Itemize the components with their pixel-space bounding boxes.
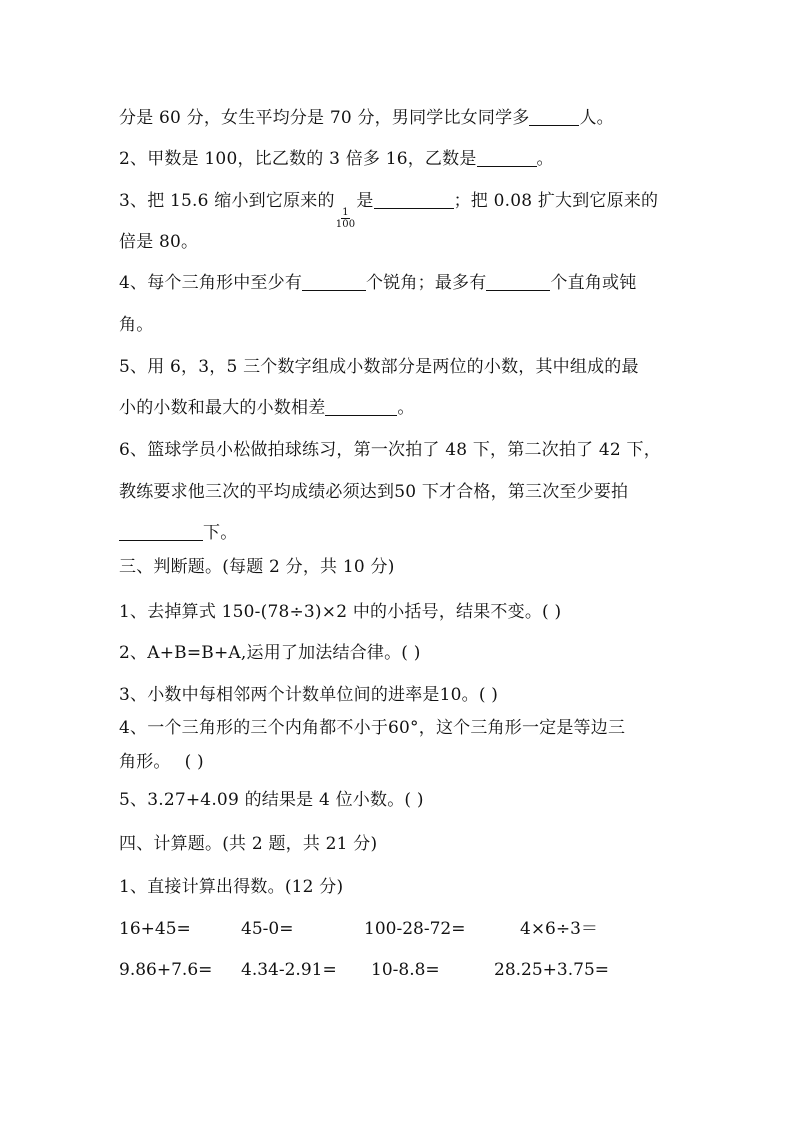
question-3-line-2: 倍是 80。 <box>119 232 199 252</box>
question-5-line-2 <box>119 397 415 419</box>
judge-answer-5[interactable]: ( ) <box>404 790 424 810</box>
q5-suffix: 。 <box>397 398 415 418</box>
judge-item-3 <box>119 684 498 706</box>
q2-text: 2、甲数是 100，比乙数的 3 倍多 16，乙数是 <box>119 149 477 169</box>
fraction-numerator: 1 <box>342 207 349 218</box>
judge-item-1 <box>119 601 561 623</box>
question-5: 5、用 6，3，5 三个数字组成小数部分是两位的小数，其中组成的最 <box>119 357 639 377</box>
q1-continuation <box>119 107 614 129</box>
judge-item-2-text: 2、A+B=B+A,运用了加法结合律。 <box>119 643 402 663</box>
question-3 <box>119 190 658 230</box>
q4-text-c: 个直角或钝 <box>550 273 637 293</box>
q2-suffix: 。 <box>536 149 554 169</box>
calc-item: 45-0= <box>241 919 294 939</box>
q4-text-b: 个锐角；最多有 <box>366 273 487 293</box>
question-6-line-2: 教练要求他三次的平均成绩必须达到50 下才合格，第三次至少要拍 <box>119 482 629 502</box>
judge-item-5-text: 5、3.27+4.09 的结果是 4 位小数。 <box>119 790 405 810</box>
question-6-line-3 <box>119 522 237 544</box>
q5-text: 小的小数和最大的小数相差 <box>119 398 326 418</box>
answer-blank-1[interactable] <box>529 108 579 126</box>
fraction-denominator: 100 <box>335 219 356 230</box>
calc-item: 28.25+3.75= <box>494 960 610 980</box>
q4-text: 4、每个三角形中至少有 <box>119 273 303 293</box>
q1-text: 分是 60 分，女生平均分是 70 分，男同学比女同学多 <box>119 108 530 128</box>
calc-item: 9.86+7.6= <box>119 960 213 980</box>
calc-sub-1-title: 1、直接计算出得数。(12 分) <box>119 877 344 897</box>
calc-item: 10-8.8= <box>371 960 440 980</box>
section-3-title: 三、判断题。(每题 2 分，共 10 分) <box>119 557 395 577</box>
judge-item-4: 4、一个三角形的三个内角都不小于60°，这个三角形一定是等边三 <box>119 718 626 738</box>
answer-blank-5[interactable] <box>325 398 397 416</box>
answer-blank-2[interactable] <box>477 149 537 167</box>
q6-suffix: 下。 <box>203 523 238 543</box>
answer-blank-4a[interactable] <box>302 273 366 291</box>
calc-item: 4.34-2.91= <box>241 960 337 980</box>
judge-answer-1[interactable]: ( ) <box>542 602 562 622</box>
question-2 <box>119 148 554 170</box>
judge-item-4-text2: 角形。 <box>119 752 171 772</box>
answer-blank-3[interactable] <box>374 191 454 209</box>
answer-blank-4b[interactable] <box>486 273 550 291</box>
judge-item-1-text: 1、去掉算式 150-(78÷3)×2 中的小括号，结果不变。 <box>119 602 543 622</box>
question-4 <box>119 272 636 294</box>
calc-item: 4×6÷3＝ <box>520 919 598 939</box>
judge-answer-4[interactable]: ( ) <box>184 752 204 772</box>
q3-text-c: ；把 0.08 扩大到它原来的 <box>453 191 659 211</box>
judge-item-3-text: 3、小数中每相邻两个计数单位间的进率是10。 <box>119 685 479 705</box>
question-4-line-2: 角。 <box>119 315 154 335</box>
answer-blank-6[interactable] <box>119 523 203 541</box>
judge-item-4-line-2 <box>119 751 204 773</box>
judge-item-2 <box>119 642 421 664</box>
q1-suffix: 人。 <box>579 108 614 128</box>
judge-answer-2[interactable]: ( ) <box>401 643 421 663</box>
fraction-one-hundredth <box>336 207 356 230</box>
judge-answer-3[interactable]: ( ) <box>478 685 499 705</box>
calc-item: 16+45= <box>119 919 191 939</box>
question-6: 6、篮球学员小松做拍球练习，第一次拍了 48 下，第二次拍了 42 下， <box>119 440 661 460</box>
calc-item: 100-28-72= <box>364 919 466 939</box>
judge-item-5 <box>119 789 424 811</box>
section-4-title: 四、计算题。(共 2 题，共 21 分) <box>119 834 378 854</box>
q3-text-b: 是 <box>356 191 374 211</box>
q3-text: 3、把 15.6 缩小到它原来的 <box>119 191 335 211</box>
